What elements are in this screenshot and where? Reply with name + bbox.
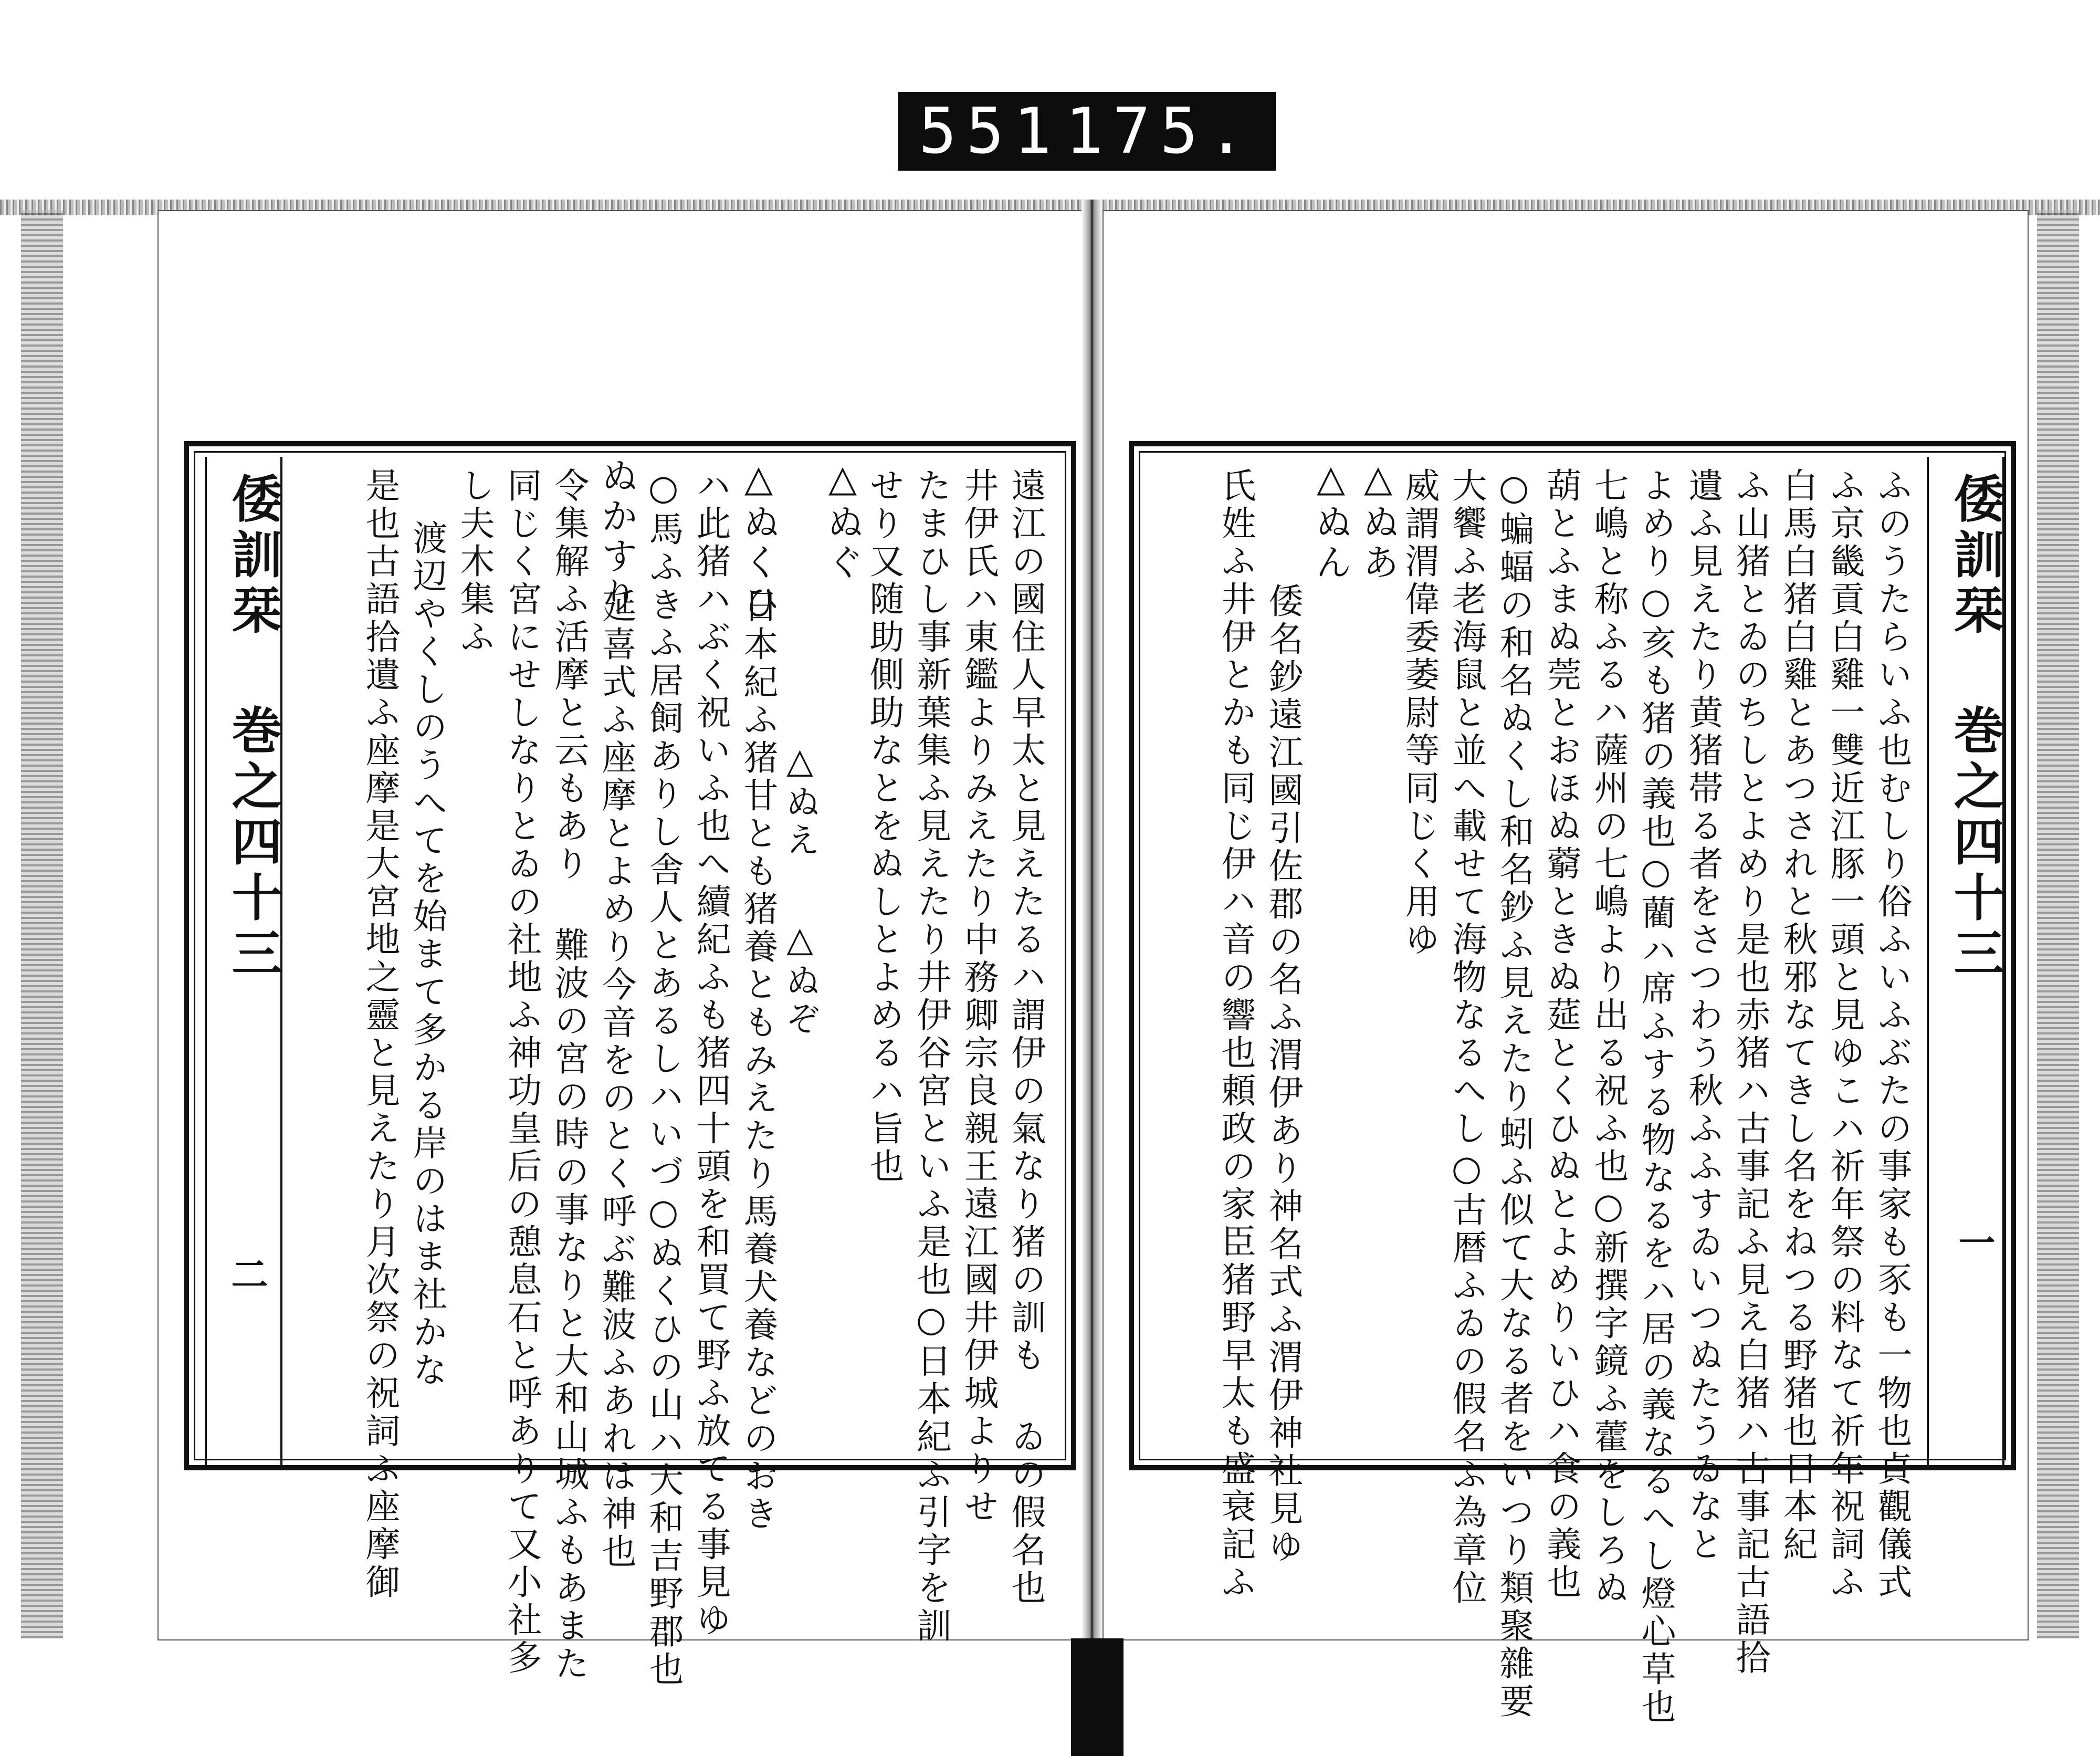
left-col-11: 同じく宮にせしなりとゐの社地ふ神功皇后の憩息石と呼ありて又小社多 [501,467,542,1677]
right-running-head-band [1927,457,2004,1465]
right-folio: 一 [1952,1224,1996,1260]
left-col-4: せり又随助側助なとをぬしとよめるハ旨也 [864,467,904,1186]
right-running-head: 倭訓栞 巻之四十三 [1946,473,2005,982]
right-page-stack [2037,210,2079,1638]
left-col-12: し夫木集ふ [454,467,495,656]
right-col-9: ○蝙蝠の和名ぬくし和名鈔ふ見えたり蚓ふ似て大なる者をいつり類聚雜要 [1494,467,1534,1721]
right-col-1: ふのうたらいふ也むしり俗ふいふぶたの事家も豕も一物也貞觀儀式 [1872,467,1912,1602]
spine-shadow [1071,1638,1124,1756]
left-page-stack [21,210,63,1638]
right-col-8: 葫とふまぬ莞とおほぬ藭ときぬ莚とくひぬとよめりいひハ食の義也 [1541,467,1581,1602]
left-entry-heading-1: △ぬぐ [821,457,864,583]
right-col-3: 白馬白猪白雞とあつされと秋邪なてきし名をねつる野猪也日本紀 [1777,467,1818,1564]
left-sub-text-4: 渡辺やくしのうへてを始まて多かる岸のはま社かな [407,520,447,1389]
right-page-frame [1129,441,2016,1727]
right-col-7: 七嶋と称ふるハ薩州の七嶋より出る祝ふ也○新撰字鏡ふ藿をしろぬ [1588,467,1629,1607]
right-col-6: よめり○亥も猪の義也○藺ハ席ふする物なるをハ居の義なるへし燈心草也 [1635,467,1676,1727]
left-folio: 二 [225,1255,269,1292]
book-spine [1082,200,1102,1754]
right-col-5: 遺ふ見えたり黄猪帯る者をさつわう秋ふふすゐいつぬたうゐなと [1683,467,1723,1564]
left-page-frame [184,441,1076,1689]
right-col-14: 倭名鈔遠江國引佐郡の名ふ渭伊あり神名式ふ渭伊神社見ゆ [1263,583,1303,1566]
right-col-15: 氏姓ふ井伊とかも同じ伊ハ音の響也頼政の家臣猪野早太も盛衰記ふ [1215,467,1256,1602]
right-col-4: ふ山猪とゐのちしとよめり是也赤猪ハ古事記ふ見え白猪ハ古事記古語拾 [1730,467,1770,1677]
left-sub-heading-1: △ぬえ [780,740,820,860]
right-entry-heading-1: △ぬあ [1357,457,1400,583]
right-col-11: 威謂渭偉委萎尉等同じく用ゆ [1399,467,1440,959]
right-col-10: 大饗ふ老海鼠と並へ載せて海物なるへし○古暦ふゐの假名ふ為章位 [1446,467,1487,1607]
left-col-2: 井伊氏ハ東鑑よりみえたり中務卿宗良親王遠江國井伊城よりせ [958,467,999,1526]
left-entry-heading-2: △ぬくひ [737,457,780,623]
right-entry-heading-2: △ぬん [1309,457,1352,583]
right-col-2: ふ京畿貢白雞一雙近江豚一頭と見ゆこハ祈年祭の料なて祈年祝詞ふ [1824,467,1865,1602]
left-col-1: 遠江の國住人早太と見えたるハ謂伊の氣なり猪の訓も ゐの假名也 [1005,467,1046,1607]
left-col-13: 是也古語拾遺ふ座摩是大宮地之靈と見えたり月次祭の祝詞ふ座摩御 [360,467,400,1602]
left-sub-heading-2: △ぬぞ [780,919,820,1038]
left-running-head: 倭訓栞 巻之四十三 [224,473,283,982]
left-sub-text-3: 延喜式ふ座摩とよめり今音をのとく呼ぶ難波ふあれは神也 [596,588,636,1571]
left-col-10: 令集解ふ活摩と云もあり 難波の宮の時の事なりと大和山城ふもあまた [549,467,589,1683]
call-number-right: 175. [1065,95,1255,168]
left-col-8: ○馬ふきふ居飼ありし舎人とあるしハいづ○ぬくひの山ハ大和吉野郡也 [643,467,684,1689]
left-col-3: たまひし事新葉集ふ見えたり井伊谷宮といふ是也○日本紀ふ引字を訓 [911,467,951,1645]
left-entry-heading-3: ぬかすり [595,457,638,616]
left-sub-text-1: 日本紀ふ猪甘とも猪養ともみえたり馬養犬養などのおき [738,588,778,1533]
call-number-left: 551 [919,95,1061,168]
call-number-label [898,92,1276,171]
left-col-7: ハ此猪ハぶく祝いふ也へ續紀ふも猪四十頭を和買て野ふ放てる事見ゆ [690,467,731,1639]
left-running-head-band [205,457,282,1465]
